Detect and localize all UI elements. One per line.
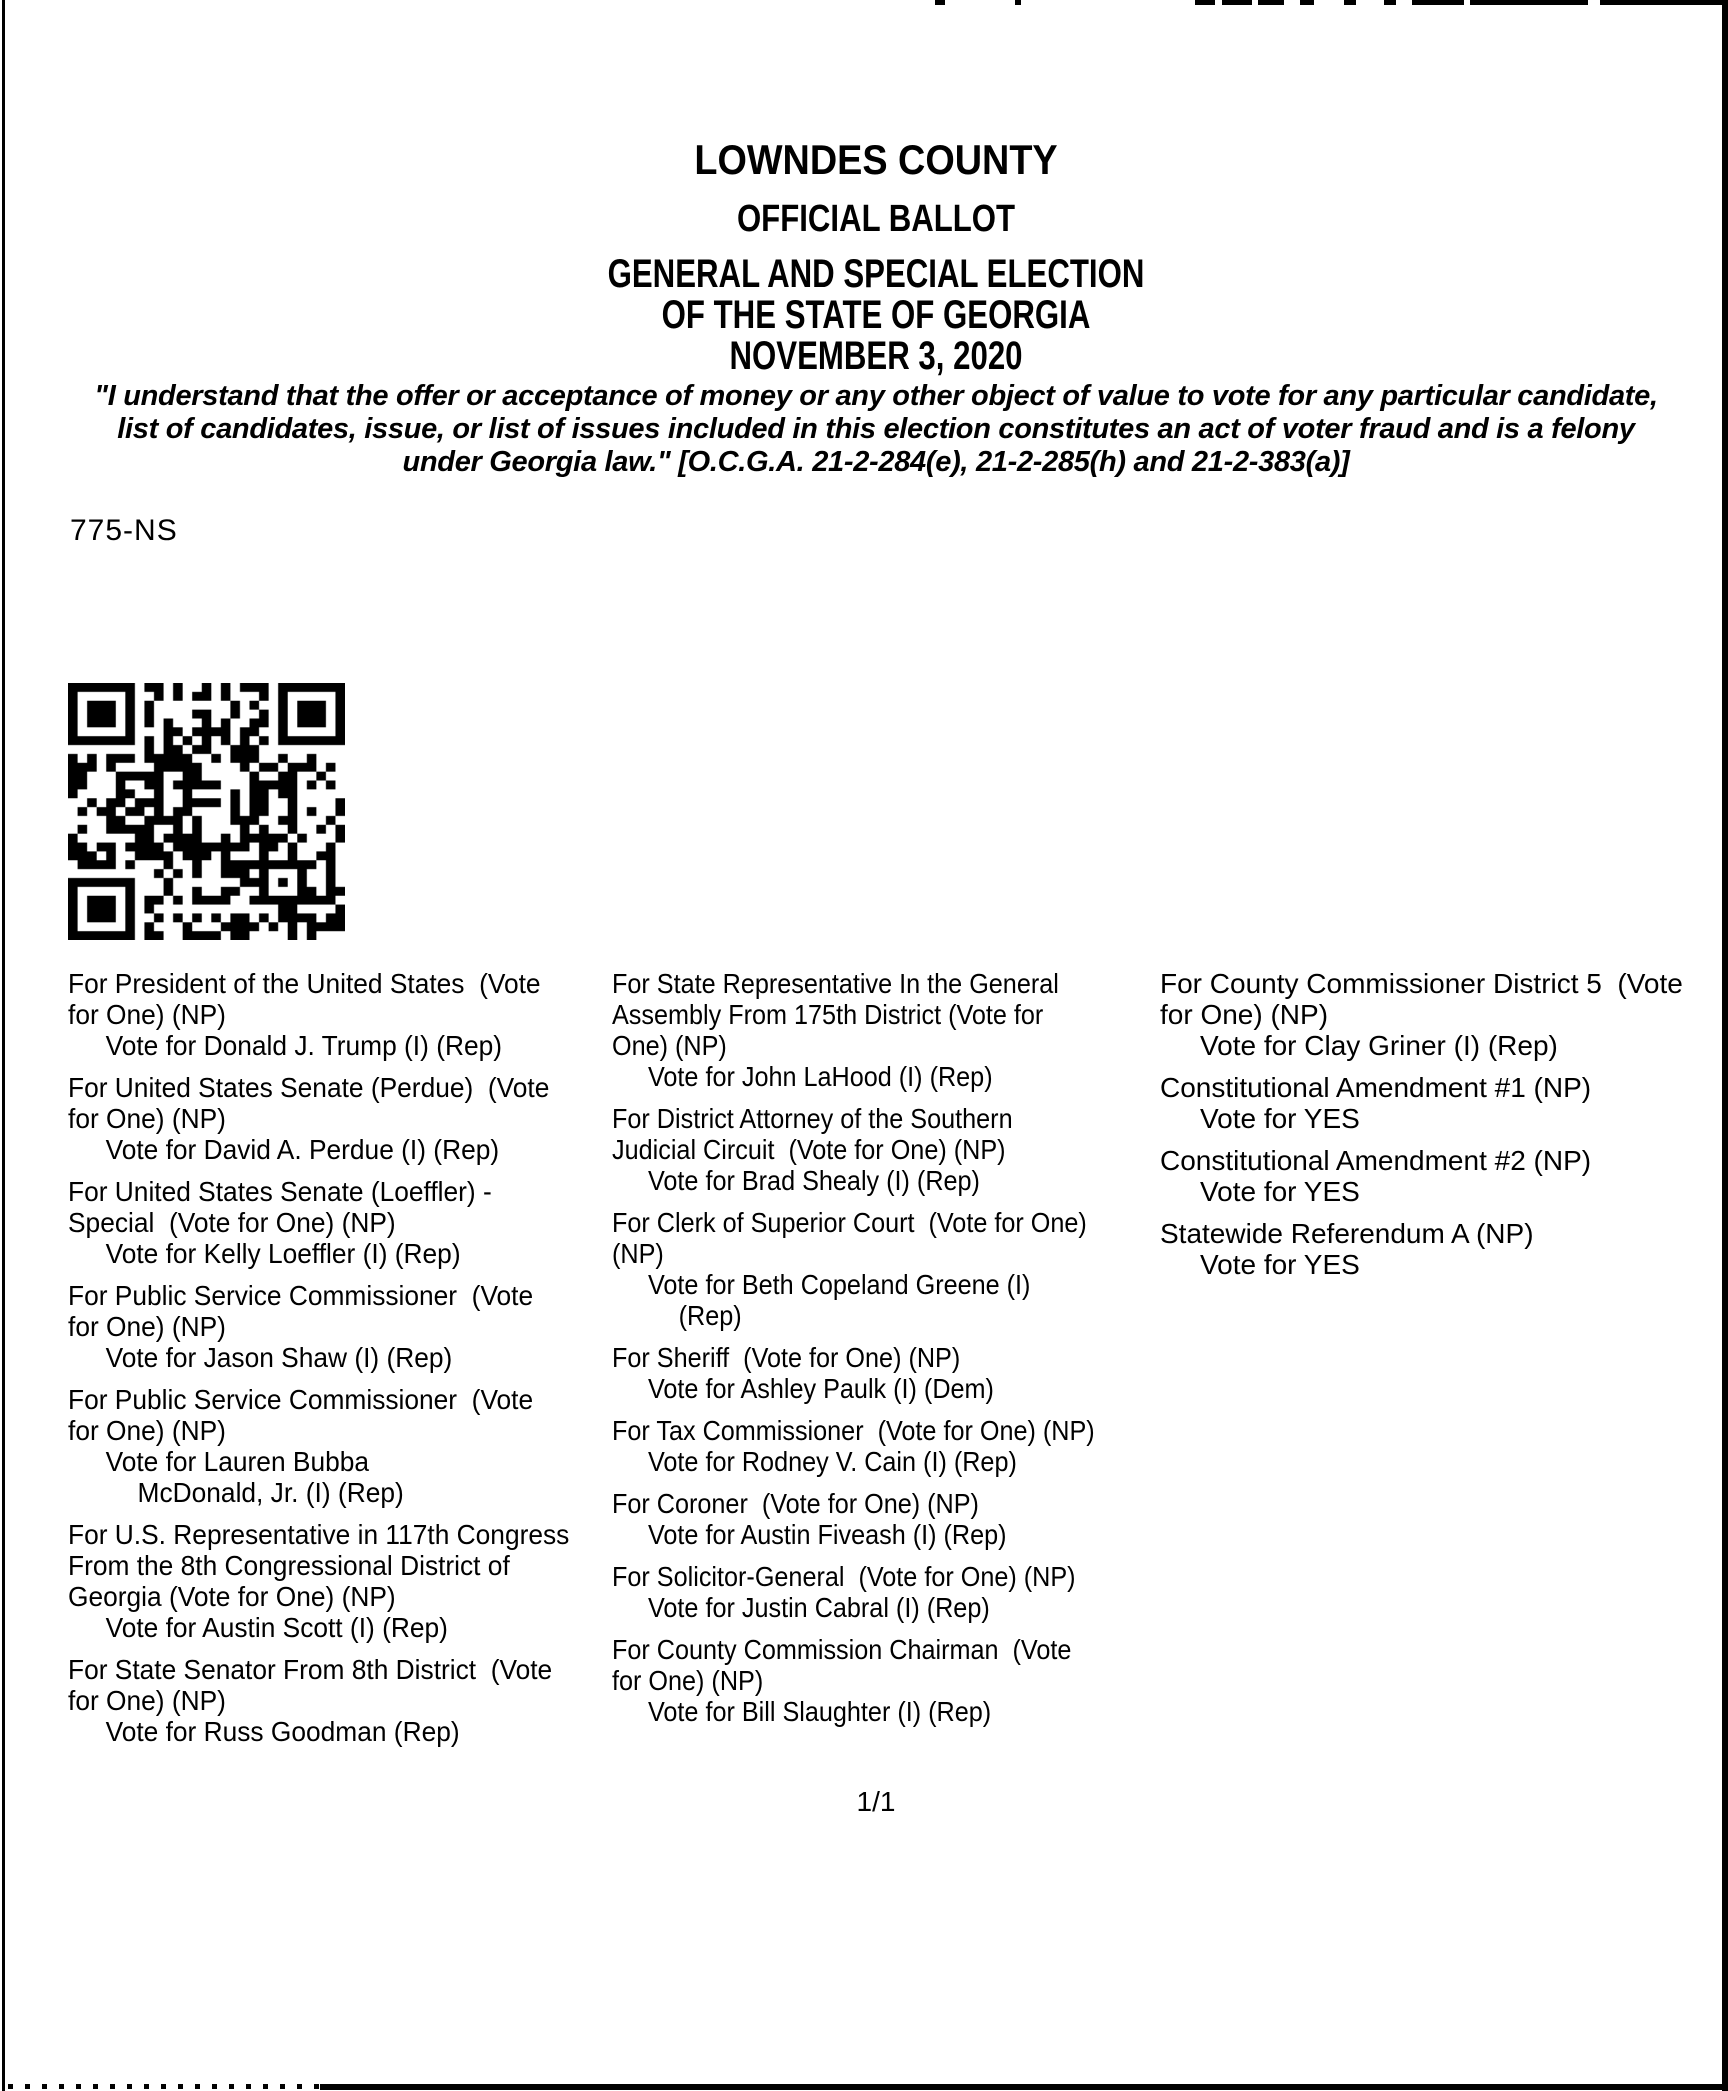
contest-title-line: for One) (NP) (68, 1685, 226, 1716)
vote-selection-line: Vote for Jason Shaw (I) (Rep) (105, 1342, 453, 1373)
fraud-notice-line: under Georgia law." [O.C.G.A. 21-2-284(e), 21-2-285(h) and 21-2-383(a)] (402, 446, 1350, 478)
contest-block (612, 1415, 1188, 1477)
election-heading (193, 254, 1560, 377)
vote-selection-line: Vote for Austin Scott (I) (Rep) (105, 1612, 448, 1643)
vote-selection-line: Vote for David A. Perdue (I) (Rep) (105, 1134, 500, 1165)
contest-title-line: For State Senator From 8th District (Vote (68, 1654, 553, 1685)
contest-title-line: for One) (NP) (68, 1103, 226, 1134)
contest-title-line: Assembly From 175th District (Vote for (612, 999, 1044, 1030)
contest-block (68, 1072, 670, 1165)
vote-selection-line: McDonald, Jr. (I) (Rep) (137, 1477, 404, 1508)
scan-top-dash (1470, 0, 1588, 5)
scan-top-dash (1222, 0, 1252, 5)
contest-title-line: For Public Service Commissioner (Vote (68, 1280, 534, 1311)
contest-title-line: One) (NP) (612, 1030, 727, 1061)
contest-block (612, 1103, 1188, 1196)
scan-top-dash (1600, 0, 1728, 5)
ballot-type-title: OFFICIAL BALLOT (736, 198, 1016, 240)
contest-title-line: Statewide Referendum A (NP) (1160, 1218, 1534, 1249)
contest-title-line: For Public Service Commissioner (Vote (68, 1384, 534, 1415)
contest-title-line: For United States Senate (Loeffler) - (68, 1176, 492, 1207)
contest-block (612, 1634, 1188, 1727)
county-title: LOWNDES COUNTY (694, 136, 1058, 183)
contest-title-line: From the 8th Congressional District of (68, 1550, 510, 1581)
contest-title-line: for One) (NP) (68, 1311, 226, 1342)
scan-bottom-solid-line (320, 2084, 1722, 2090)
contest-title-line: For Sheriff (Vote for One) (NP) (612, 1342, 961, 1373)
contest-block (1160, 968, 1728, 1061)
contest-block (1160, 1072, 1728, 1134)
vote-selection-line: (Rep) (678, 1300, 742, 1331)
contest-title-line: For United States Senate (Perdue) (Vote (68, 1072, 550, 1103)
contest-title-line: (NP) (612, 1238, 664, 1269)
vote-selection-line: Vote for YES (1200, 1103, 1360, 1134)
contest-title-line: For Tax Commissioner (Vote for One) (NP) (612, 1415, 1095, 1446)
contest-block (612, 968, 1188, 1092)
contest-block (1160, 1145, 1728, 1207)
contest-block (612, 1488, 1188, 1550)
contest-title-line: Constitutional Amendment #1 (NP) (1160, 1072, 1592, 1103)
contest-block (612, 1207, 1188, 1331)
contest-title-line: Special (Vote for One) (NP) (68, 1207, 396, 1238)
contest-block (1160, 1218, 1728, 1280)
scan-bottom-dashed-line (8, 2084, 320, 2089)
page-number: 1/1 (856, 1786, 896, 1817)
scan-top-dash (1015, 0, 1021, 5)
contest-title-line: For Clerk of Superior Court (Vote for One) (612, 1207, 1087, 1238)
contest-title-line: for One) (NP) (68, 1415, 226, 1446)
vote-selection-line: Vote for YES (1200, 1176, 1360, 1207)
voter-fraud-notice (0, 380, 1728, 479)
vote-selection-line: Vote for YES (1200, 1249, 1360, 1280)
qr-code (68, 683, 345, 940)
contest-block (612, 1561, 1188, 1623)
vote-selection-line: Vote for Russ Goodman (Rep) (105, 1716, 460, 1747)
contest-title-line: for One) (NP) (612, 1665, 764, 1696)
ballot-column-3 (1160, 968, 1728, 1291)
vote-selection-line: Vote for Justin Cabral (I) (Rep) (648, 1592, 990, 1623)
contest-block (68, 1176, 670, 1269)
contest-block (68, 1519, 670, 1643)
contest-title-line: for One) (NP) (68, 999, 226, 1030)
scan-top-dash (1384, 0, 1396, 5)
vote-selection-line: Vote for Lauren Bubba (105, 1446, 370, 1477)
contest-title-line: for One) (NP) (1160, 999, 1329, 1030)
election-heading-line: OF THE STATE OF GEORGIA (661, 293, 1091, 337)
contest-title-line: For Coroner (Vote for One) (NP) (612, 1488, 979, 1519)
election-heading-line: NOVEMBER 3, 2020 (729, 334, 1023, 378)
scan-top-dash (1412, 0, 1464, 5)
contest-block (68, 1280, 670, 1373)
contest-title-line: For Solicitor-General (Vote for One) (NP) (612, 1561, 1076, 1592)
scan-top-dash (1195, 0, 1215, 5)
scan-left-border (2, 0, 5, 2091)
contest-title-line: For U.S. Representative in 117th Congress (68, 1519, 570, 1550)
contest-title-line: For District Attorney of the Southern (612, 1103, 1013, 1134)
scan-top-dash (935, 0, 945, 5)
contest-title-line: For State Representative In the General (612, 968, 1059, 999)
vote-selection-line: Vote for Brad Shealy (I) (Rep) (648, 1165, 980, 1196)
contest-block (68, 1654, 670, 1747)
scan-top-dash (1300, 0, 1314, 5)
fraud-notice-line: "I understand that the offer or acceptance of money or any other object of value to vote for any particular candidate, (94, 380, 1658, 412)
contest-title-line: Judicial Circuit (Vote for One) (NP) (612, 1134, 1006, 1165)
vote-selection-line: Vote for Austin Fiveash (I) (Rep) (648, 1519, 1007, 1550)
contest-title-line: Georgia (Vote for One) (NP) (68, 1581, 396, 1612)
vote-selection-line: Vote for Ashley Paulk (I) (Dem) (648, 1373, 994, 1404)
scan-top-dash (1344, 0, 1356, 5)
vote-selection-line: Vote for Kelly Loeffler (I) (Rep) (105, 1238, 461, 1269)
vote-selection-line: Vote for John LaHood (I) (Rep) (648, 1061, 993, 1092)
vote-selection-line: Vote for Bill Slaughter (I) (Rep) (648, 1696, 992, 1727)
scan-top-dash (1258, 0, 1284, 5)
contest-title-line: For County Commission Chairman (Vote (612, 1634, 1072, 1665)
vote-selection-line: Vote for Rodney V. Cain (I) (Rep) (648, 1446, 1017, 1477)
contest-title-line: For President of the United States (Vote (68, 968, 541, 999)
vote-selection-line: Vote for Beth Copeland Greene (I) (648, 1269, 1031, 1300)
contest-title-line: For County Commissioner District 5 (Vote (1160, 968, 1683, 999)
ballot-column-2 (612, 968, 1188, 1738)
contest-block (612, 1342, 1188, 1404)
fraud-notice-line: list of candidates, issue, or list of issues included in this election constitutes an act of voter fraud and is a felony (117, 413, 1635, 445)
contest-block (68, 1384, 670, 1508)
precinct-code: 775-NS (70, 514, 178, 547)
contest-title-line: Constitutional Amendment #2 (NP) (1160, 1145, 1592, 1176)
vote-selection-line: Vote for Clay Griner (I) (Rep) (1200, 1030, 1558, 1061)
contest-block (68, 968, 670, 1061)
vote-selection-line: Vote for Donald J. Trump (I) (Rep) (105, 1030, 503, 1061)
ballot-column-1 (68, 968, 670, 1758)
election-heading-line: GENERAL AND SPECIAL ELECTION (607, 252, 1145, 296)
